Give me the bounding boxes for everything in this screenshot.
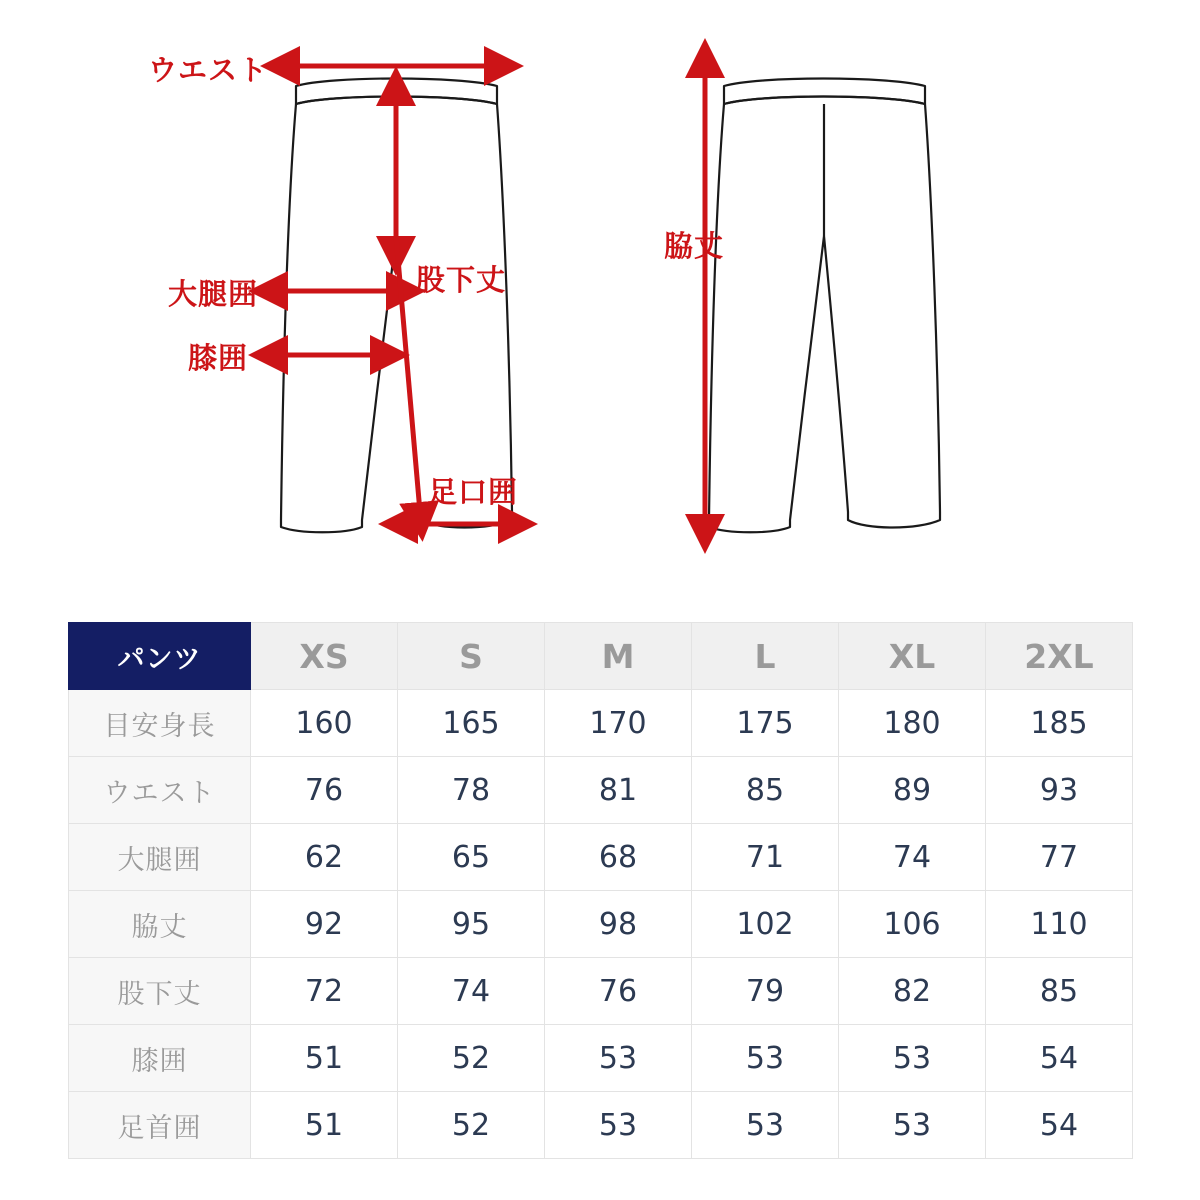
table-corner-label: パンツ [69, 623, 251, 690]
table-header-row [69, 623, 1133, 690]
cell-knee-l: 53 [692, 1025, 839, 1092]
row-header-thigh: 大腿囲 [69, 824, 251, 891]
column-header-2xl: 2XL [986, 623, 1133, 690]
cell-side-length-xs: 92 [251, 891, 398, 958]
cell-knee-xs: 51 [251, 1025, 398, 1092]
row-header-waist: ウエスト [69, 757, 251, 824]
row-header-side-length: 脇丈 [69, 891, 251, 958]
cell-height-m: 170 [545, 690, 692, 757]
cell-inseam-xs: 72 [251, 958, 398, 1025]
label-waist: ウエスト [148, 53, 269, 87]
cell-inseam-2xl: 85 [986, 958, 1133, 1025]
cell-side-length-l: 102 [692, 891, 839, 958]
table-row [69, 958, 1133, 1025]
cell-waist-l: 85 [692, 757, 839, 824]
cell-waist-2xl: 93 [986, 757, 1133, 824]
cell-waist-xl: 89 [839, 757, 986, 824]
cell-ankle-m: 53 [545, 1092, 692, 1159]
table-row [69, 891, 1133, 958]
cell-side-length-2xl: 110 [986, 891, 1133, 958]
cell-waist-xs: 76 [251, 757, 398, 824]
table-row [69, 824, 1133, 891]
cell-thigh-l: 71 [692, 824, 839, 891]
table-row [69, 690, 1133, 757]
column-header-l: L [692, 623, 839, 690]
cell-thigh-xs: 62 [251, 824, 398, 891]
table-row [69, 1092, 1133, 1159]
cell-height-xs: 160 [251, 690, 398, 757]
cell-ankle-xs: 51 [251, 1092, 398, 1159]
row-header-knee: 膝囲 [69, 1025, 251, 1092]
column-header-xl: XL [839, 623, 986, 690]
cell-inseam-m: 76 [545, 958, 692, 1025]
cell-thigh-2xl: 77 [986, 824, 1133, 891]
cell-ankle-xl: 53 [839, 1092, 986, 1159]
column-header-xs: XS [251, 623, 398, 690]
label-inseam: 股下丈 [416, 263, 507, 297]
cell-side-length-m: 98 [545, 891, 692, 958]
cell-inseam-xl: 82 [839, 958, 986, 1025]
cell-side-length-s: 95 [398, 891, 545, 958]
cell-height-l: 175 [692, 690, 839, 757]
cell-ankle-s: 52 [398, 1092, 545, 1159]
table-row [69, 1025, 1133, 1092]
row-header-ankle: 足首囲 [69, 1092, 251, 1159]
cell-ankle-l: 53 [692, 1092, 839, 1159]
cell-ankle-2xl: 54 [986, 1092, 1133, 1159]
cell-knee-m: 53 [545, 1025, 692, 1092]
cell-height-2xl: 185 [986, 690, 1133, 757]
label-side-length: 脇丈 [664, 229, 725, 263]
cell-height-s: 165 [398, 690, 545, 757]
column-header-s: S [398, 623, 545, 690]
cell-waist-m: 81 [545, 757, 692, 824]
row-header-height: 目安身長 [69, 690, 251, 757]
cell-thigh-s: 65 [398, 824, 545, 891]
cell-inseam-l: 79 [692, 958, 839, 1025]
label-knee: 膝囲 [188, 341, 249, 375]
cell-knee-xl: 53 [839, 1025, 986, 1092]
cell-waist-s: 78 [398, 757, 545, 824]
table-row [69, 757, 1133, 824]
cell-height-xl: 180 [839, 690, 986, 757]
cell-inseam-s: 74 [398, 958, 545, 1025]
cell-knee-2xl: 54 [986, 1025, 1133, 1092]
cell-side-length-xl: 106 [839, 891, 986, 958]
label-hem: 足口囲 [428, 475, 519, 509]
size-table [68, 622, 1133, 1159]
column-header-m: M [545, 623, 692, 690]
pants-back-illustration [709, 79, 940, 533]
cell-knee-s: 52 [398, 1025, 545, 1092]
cell-thigh-xl: 74 [839, 824, 986, 891]
row-header-inseam: 股下丈 [69, 958, 251, 1025]
label-thigh: 大腿囲 [168, 277, 259, 311]
cell-thigh-m: 68 [545, 824, 692, 891]
